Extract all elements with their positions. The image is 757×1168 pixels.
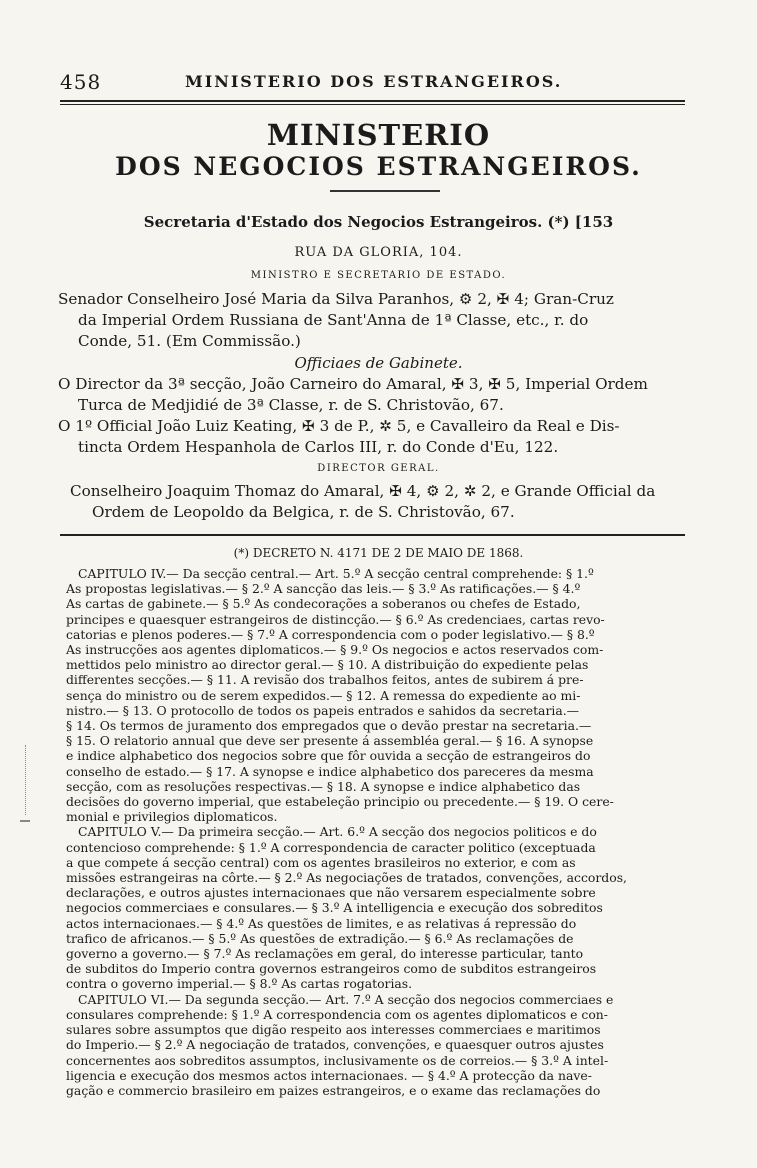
- footnote-line: sença do ministro ou de serem expedidos.— § 12. A remessa do expediente ao mi-: [66, 687, 581, 703]
- footnote-line: missões estrangeiras na côrte.— § 2.º As negociações de tratados, convenções, accordos,: [66, 870, 627, 886]
- footnote-line: declarações, e outros ajustes internacionaes que não versarem especialmente sobre: [66, 885, 596, 901]
- footnote-line: gação e commercio brasileiro em paizes estrangeiros, e o exame das reclamações do: [66, 1082, 601, 1098]
- footnote-line: a que compete á secção central) com os agentes brasileiros no exterior, e com as: [66, 854, 576, 870]
- ornament-divider: [330, 190, 440, 196]
- address: RUA DA GLORIA, 104.: [294, 245, 463, 260]
- director-line: Conselheiro Joaquim Thomaz do Amaral, ✠ 4, ⚙ 2, ✲ 2, e Grande Official da: [70, 482, 656, 500]
- footnote-line: secção, com as resoluções respectivas.— § 18. A synopse e indice alphabetico das: [66, 778, 581, 794]
- footnote-line: trafico de africanos.— § 5.º As questões de extradição.— § 6.º As reclamações de: [66, 930, 574, 946]
- minister-line: Conde, 51. (Em Commissão.): [78, 332, 301, 350]
- footnote-line: governo a governo.— § 7.º As reclamações em geral, do interesse particular, tanto: [66, 946, 584, 962]
- footnote-heading: (*) DECRETO N. 4171 DE 2 DE MAIO DE 1868.: [233, 546, 524, 560]
- footnote-line: de subditos do Imperio contra governos estrangeiros como de subditos estrangeiros: [66, 961, 597, 977]
- minister-line: da Imperial Ordem Russiana de Sant'Anna de 1ª Classe, etc., r. do: [78, 311, 589, 329]
- footnote-line: concernentes aos sobreditos assumptos, inclusivamente os de correios.— § 3.º A intel-: [66, 1052, 609, 1068]
- footnote-line: As propostas legislativas.— § 2.º A sancção das leis.— § 3.º As ratificações.— § 4.º: [66, 581, 581, 597]
- footnote-line: As cartas de gabinete.— § 5.º As condecorações a soberanos ou chefes de Estado,: [66, 596, 581, 612]
- header-rule: [60, 100, 685, 102]
- official-line: O Director da 3ª secção, João Carneiro do Amaral, ✠ 3, ✠ 5, Imperial Ordem: [58, 375, 648, 393]
- footnote-line: As instrucções aos agentes diplomaticos.— § 9.º Os negocios e actos reservados com-: [66, 642, 604, 658]
- footnote-line: monial e privilegios diplomaticos.: [66, 809, 278, 825]
- margin-mark-tick: [20, 820, 30, 822]
- footnote-line: nistro.— § 13. O protocollo de todos os papeis entrados e sahidos da secretaria.—: [66, 702, 580, 718]
- page-number: 458: [60, 70, 102, 94]
- margin-mark: [25, 745, 38, 815]
- director-heading: DIRECTOR GERAL.: [317, 463, 440, 474]
- footnote-line: sulares sobre assumptos que digão respeito aos interesses commerciaes e maritimos: [66, 1022, 601, 1038]
- header-rule-thin: [60, 104, 685, 105]
- official-line: Turca de Medjidié de 3ª Classe, r. de S. Christovão, 67.: [78, 396, 504, 414]
- footnote-line: CAPITULO VI.— Da segunda secção.— Art. 7.º A secção dos negocios commerciaes e: [78, 991, 614, 1007]
- footnote-line: CAPITULO IV.— Da secção central.— Art. 5.º A secção central comprehende: § 1.º: [78, 566, 594, 581]
- footnote-line: contra o governo imperial.— § 8.º As cartas rogatorias.: [66, 976, 413, 992]
- footnote-line: decisões do governo imperial, que estabeleção principio ou precedente.— § 19. O cere-: [66, 794, 614, 810]
- title-negocios: DOS NEGOCIOS ESTRANGEIROS.: [115, 152, 642, 181]
- footnote-line: conselho de estado.— § 17. A synopse e indice alphabetico dos pareceres da mesma: [66, 763, 594, 779]
- footnote-line: contencioso comprehende: § 1.º A correspondencia de caracter politico (exceptuada: [66, 839, 596, 855]
- footnote-line: § 15. O relatorio annual que deve ser presente á assembléa geral.— § 16. A synopse: [66, 733, 594, 749]
- footnote-line: e indice alphabetico dos negocios sobre que fôr ouvida a secção de estrangeiros do: [66, 748, 591, 764]
- official-line: tincta Ordem Hespanhola de Carlos III, r. do Conde d'Eu, 122.: [78, 438, 559, 456]
- official-line: O 1º Official João Luiz Keating, ✠ 3 de P., ✲ 5, e Cavalleiro da Real e Dis-: [58, 417, 620, 435]
- minister-heading: MINISTRO E SECRETARIO DE ESTADO.: [250, 270, 507, 281]
- footnote-line: principes e quaesquer estrangeiros de distincção.— § 6.º As credenciaes, cartas revo-: [66, 611, 605, 627]
- footnote-line: actos internacionaes.— § 4.º As questões de limites, e as relativas á repressão do: [66, 915, 577, 931]
- officials-heading: Officiaes de Gabinete.: [294, 354, 463, 372]
- footnote-line: ligencia e execução dos mesmos actos internacionaes. — § 4.º A protecção da nave-: [66, 1067, 592, 1083]
- footnote-line: negocios commerciaes e consulares.— § 3.º A intelligencia e execução dos sobreditos: [66, 900, 603, 916]
- director-line: Ordem de Leopoldo da Belgica, r. de S. Christovão, 67.: [92, 503, 515, 521]
- secretaria-heading: Secretaria d'Estado dos Negocios Estrangeiros. (*) [153: [143, 213, 614, 231]
- footnote-line: consulares comprehende: § 1.º A correspondencia com os agentes diplomaticos e con-: [66, 1006, 608, 1022]
- minister-line: Senador Conselheiro José Maria da Silva Paranhos, ⚙ 2, ✠ 4; Gran-Cruz: [58, 290, 614, 308]
- footnote-line: mettidos pelo ministro ao director geral.— § 10. A distribuição do expediente pelas: [66, 657, 589, 673]
- footnote-line: differentes secções.— § 11. A revisão dos trabalhos feitos, antes de subirem á pre-: [66, 672, 584, 688]
- footnote-line: catorias e plenos poderes.— § 7.º A correspondencia com o poder legislativo.— § 8.º: [66, 626, 595, 642]
- footnote-line: do Imperio.— § 2.º A negociação de tratados, convenções, e quaesquer outros ajustes: [66, 1037, 604, 1053]
- running-title: MINISTERIO DOS ESTRANGEIROS.: [185, 72, 563, 91]
- footnote-line: CAPITULO V.— Da primeira secção.— Art. 6.º A secção dos negocios politicos e do: [78, 824, 597, 840]
- footnote-line: § 14. Os termos de juramento dos empregados que o devão prestar na secretaria.—: [66, 718, 592, 734]
- section-rule: [60, 534, 685, 536]
- footnote-body: [66, 566, 694, 1098]
- title-ministerio: MINISTERIO: [266, 118, 491, 152]
